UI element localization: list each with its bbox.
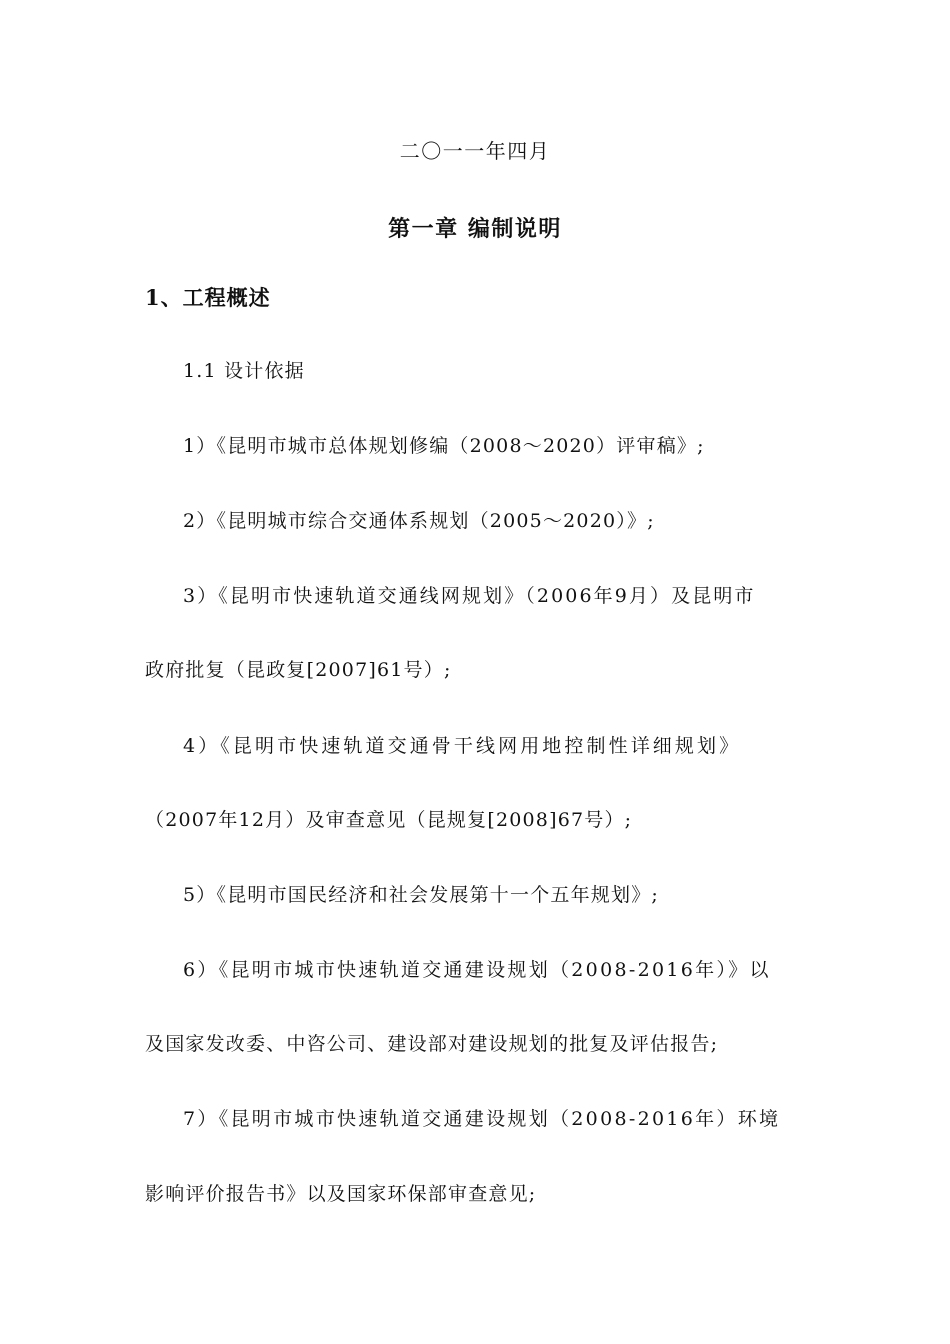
- basis-item-7-line-1: 7）《昆明市城市快速轨道交通建设规划（2008-2016年）环境: [183, 1108, 781, 1130]
- basis-item-6-line-2: 及国家发改委、中咨公司、建设部对建设规划的批复及评估报告;: [145, 1033, 719, 1055]
- basis-item-2: 2）《昆明城市综合交通体系规划（2005～2020）》;: [183, 510, 655, 532]
- basis-item-4-line-2: （2007年12月）及审查意见（昆规复[2008]67号）;: [145, 809, 633, 831]
- basis-item-3-line-2: 政府批复（昆政复[2007]61号）;: [145, 659, 452, 681]
- subsection-title: 1.1 设计依据: [183, 360, 305, 382]
- basis-item-7-line-2: 影响评价报告书》以及国家环保部审查意见;: [145, 1183, 537, 1205]
- section-title: 1、工程概述: [145, 285, 271, 310]
- basis-item-1: 1）《昆明市城市总体规划修编（2008～2020）评审稿》;: [183, 435, 705, 457]
- document-date: 二〇一一年四月: [399, 139, 551, 163]
- chapter-title: 第一章 编制说明: [388, 216, 562, 242]
- basis-item-3-line-1: 3）《昆明市快速轨道交通线网规划》（2006年9月）及昆明市: [183, 585, 756, 607]
- basis-item-5: 5）《昆明市国民经济和社会发展第十一个五年规划》;: [183, 884, 659, 906]
- basis-item-4-line-1: 4）《昆明市快速轨道交通骨干线网用地控制性详细规划》: [183, 735, 742, 757]
- basis-item-6-line-1: 6）《昆明市城市快速轨道交通建设规划（2008-2016年）》以: [183, 959, 771, 981]
